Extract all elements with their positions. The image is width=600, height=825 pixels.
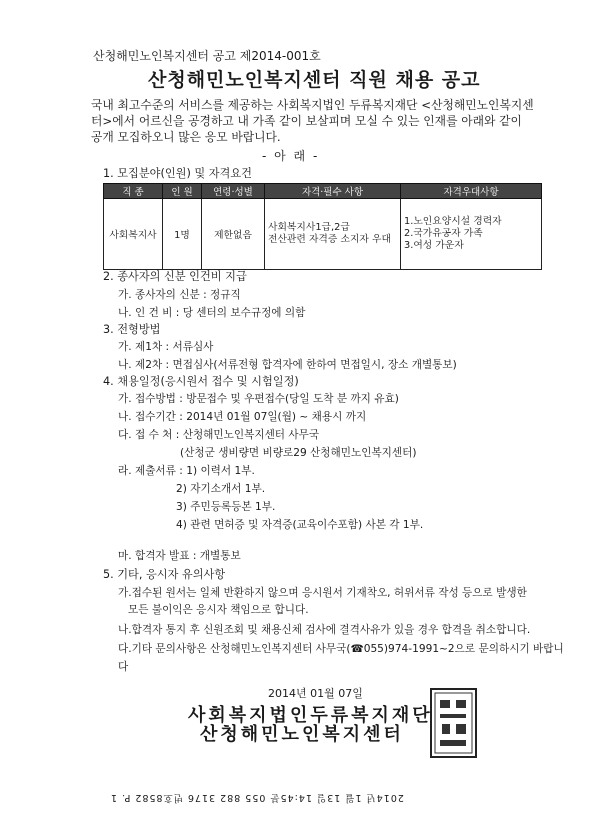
table-header-age-sex: 연령·성별: [202, 184, 265, 199]
section-4-document-3: 3) 주민등록등본 1부.: [176, 501, 276, 513]
section-3-heading: 3. 전형방법: [103, 323, 161, 336]
section-5-heading: 5. 기타, 응시자 유의사항: [103, 568, 226, 581]
intro-line-1: 국내 최고수준의 서비스를 제공하는 사회복지법인 두류복지재단 <산청해민노인복지센: [91, 98, 534, 112]
table-cell-age-sex: 제한없음: [202, 199, 265, 270]
section-3-item-2: 나. 제2차 : 면접심사(서류전형 합격자에 한하여 면접일시, 장소 개별통보): [118, 359, 457, 371]
table-cell-job: 사회복지사: [104, 199, 163, 270]
intro-line-3: 공개 모집하오니 많은 응모 바랍니다.: [91, 130, 281, 144]
table-cell-required: [265, 199, 401, 270]
section-4-item-3: 다. 접 수 처 : 산청해민노인복지센터 사무국: [118, 429, 320, 441]
section-1-heading: 1. 모집분야(인원) 및 자격요건: [103, 167, 252, 180]
section-3-item-1: 가. 제1차 : 서류심사: [118, 341, 214, 353]
preferred-line-1: 1.노인요양시설 경력자: [404, 216, 502, 227]
table-header-required: 자격·필수 사항: [265, 184, 401, 199]
recruitment-table: [103, 183, 542, 270]
section-4-heading: 4. 채용일정(응시원서 접수 및 시험일정): [103, 375, 299, 388]
table-header-preferred: 자격우대사항: [401, 184, 542, 199]
section-4-document-2: 2) 자기소개서 1부.: [176, 483, 266, 495]
section-5-item-3-line-2: 다: [118, 661, 129, 673]
required-line-2: 전산관련 자격증 소지자 우대: [268, 234, 391, 245]
issue-date: 2014년 01월 07일: [268, 687, 363, 700]
section-2-item-2: 나. 인 건 비 : 당 센터의 보수규정에 의함: [118, 307, 306, 319]
organization-name-line-2: 산청해민노인복지센터: [200, 724, 404, 745]
table-header-count: 인 원: [163, 184, 202, 199]
section-4-item-5: 마. 합격자 발표 : 개별통보: [118, 550, 241, 562]
section-4-item-2: 나. 접수기간 : 2014년 01월 07일(월) ~ 채용시 까지: [118, 411, 367, 423]
table-cell-preferred: [401, 199, 542, 270]
section-4-document-4: 4) 관련 면허증 및 자격증(교육이수포함) 사본 각 1부.: [176, 519, 424, 531]
organization-name-line-1: 사회복지법인두류복지재단: [188, 705, 433, 726]
preferred-line-3: 3.여성 가운자: [404, 240, 464, 251]
table-header-job: 직 종: [104, 184, 163, 199]
required-line-1: 사회복지사1급,2급: [268, 222, 350, 233]
table-cell-count: 1명: [163, 199, 202, 270]
section-2-heading: 2. 종사자의 신분 인건비 지급: [103, 270, 247, 283]
section-4-item-1: 가. 접수방법 : 방문접수 및 우편접수(당일 도착 분 까지 유효): [118, 393, 399, 405]
section-4-item-4: 라. 제출서류 : 1) 이력서 1부.: [118, 465, 255, 477]
table-header-row: [104, 184, 542, 199]
document-title: 산청해민노인복지센터 직원 채용 공고: [148, 69, 481, 91]
official-seal: [430, 688, 477, 758]
section-5-item-1-line-1: 가.접수된 원서는 일체 반환하지 않으며 응시원서 기재착오, 허위서류 작성 등으로 발생한: [118, 587, 527, 599]
section-5-item-1-line-2: 모든 불이익은 응시자 책임으로 합니다.: [128, 604, 309, 616]
intro-line-2: 터>에서 어르신을 공경하고 내 가족 같이 보살피며 모실 수 있는 인재를 아래와 같이: [91, 114, 522, 128]
section-2-item-1: 가. 종사자의 신분 : 정규직: [118, 289, 241, 301]
table-row: [104, 199, 542, 270]
fax-transmission-header: 2014년 1월 13일 14:45분 055 882 3176 번호8582 P. 1: [110, 792, 404, 803]
section-4-address: (산청군 생비량면 비량로29 산청해민노인복지센터): [180, 447, 417, 459]
section-separator: - 아 래 -: [262, 149, 320, 163]
section-5-item-2: 나.합격자 통지 후 신원조회 및 채용신체 검사에 결격사유가 있을 경우 합격을 취소합니다.: [118, 624, 531, 636]
section-5-item-3-line-1: 다.기타 문의사항은 산청해민노인복지센터 사무국(☎055)974-1991~2으로 문의하시기 바랍니: [118, 643, 564, 655]
notice-number: 산청해민노인복지센터 공고 제2014-001호: [93, 49, 321, 63]
preferred-line-2: 2.국가유공자 가족: [404, 228, 483, 239]
